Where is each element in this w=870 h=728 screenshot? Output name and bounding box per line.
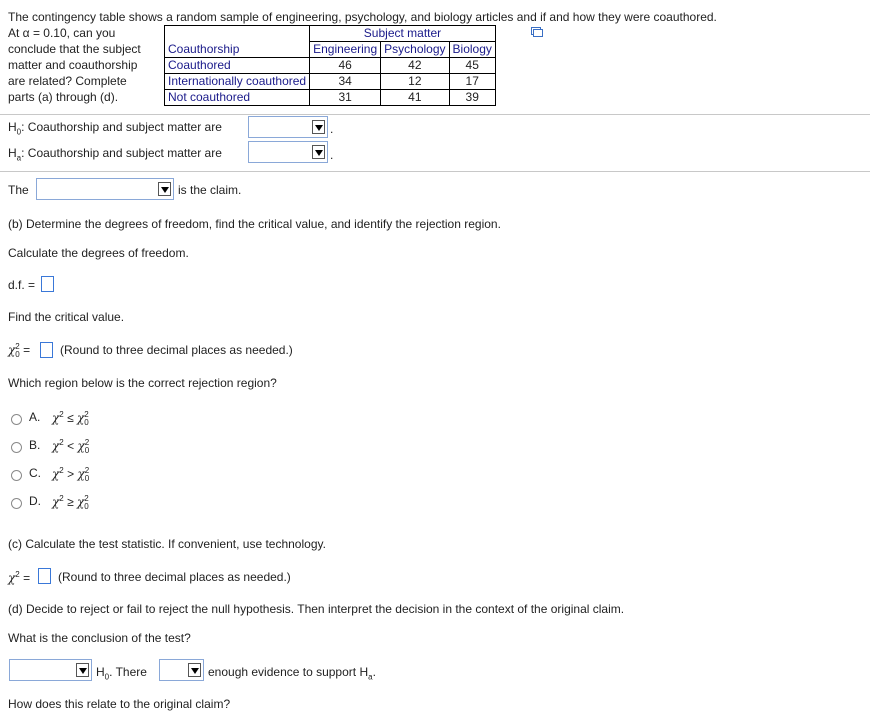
cell: 41 — [381, 90, 449, 106]
option-d-letter: D. — [29, 494, 41, 508]
col-header-psychology: Psychology — [381, 42, 449, 58]
h0-statement: $H_0$: Coauthorship and subject matter are — [8, 120, 222, 137]
claim-the: The — [8, 183, 29, 197]
chevron-down-icon — [312, 145, 325, 159]
option-d-expression[interactable]: $\chi^2 \ge \chi 2$ 0 — [52, 493, 89, 511]
critical-value-input[interactable] — [40, 342, 53, 358]
row-label: Not coauthored — [165, 90, 310, 106]
intro-line-2: At α = 0.10, can you — [8, 26, 116, 40]
relate-question: How does this relate to the original claim? — [8, 697, 231, 711]
option-a-expression[interactable]: $\chi^2 \le \chi 2$ 0 — [52, 409, 89, 427]
h0-dropdown[interactable] — [248, 116, 328, 138]
conclusion-h0-text: $H_0$. There — [96, 665, 147, 682]
option-b-letter: B. — [29, 438, 41, 452]
intro-line-5: are related? Complete — [8, 74, 127, 88]
option-b-radio[interactable] — [11, 442, 22, 453]
col-header-engineering: Engineering — [310, 42, 381, 58]
table-row — [165, 90, 496, 106]
calc-df-prompt: Calculate the degrees of freedom. — [8, 246, 189, 260]
option-c-expression[interactable]: $\chi^2 > \chi 2$ 0 — [52, 465, 90, 483]
part-b-heading: (b) Determine the degrees of freedom, find the critical value, and identify the rejection region. — [8, 217, 501, 231]
find-cv-prompt: Find the critical value. — [8, 310, 125, 324]
option-c-letter: C. — [29, 466, 41, 480]
copy-icon[interactable] — [531, 27, 543, 37]
chevron-down-icon — [312, 120, 325, 134]
cell: 42 — [381, 58, 449, 74]
claim-dropdown[interactable] — [36, 178, 174, 200]
table-row — [165, 58, 496, 74]
test-statistic-label: $\chi^2$ = — [8, 570, 31, 585]
cell: 12 — [381, 74, 449, 90]
ha-statement: $H_a$: Coauthorship and subject matter are — [8, 146, 222, 163]
chevron-down-icon — [158, 182, 171, 196]
period: . — [330, 122, 334, 136]
option-a-radio[interactable] — [11, 414, 22, 425]
option-b-expression[interactable]: $\chi^2 < \chi 2$ 0 — [52, 437, 90, 455]
cell: 17 — [449, 74, 495, 90]
cell: 31 — [310, 90, 381, 106]
cell: 34 — [310, 74, 381, 90]
table-row — [165, 74, 496, 90]
cell: 39 — [449, 90, 495, 106]
intro-line-4: matter and coauthorship — [8, 58, 138, 72]
option-a-letter: A. — [29, 410, 41, 424]
part-d-heading: (d) Decide to reject or fail to reject the null hypothesis. Then interpret the decision in the context of the original claim. — [8, 602, 625, 616]
col-group-header: Subject matter — [310, 26, 496, 42]
cell: 45 — [449, 58, 495, 74]
df-label: d.f. = — [8, 278, 36, 292]
ha-dropdown[interactable] — [248, 141, 328, 163]
divider — [0, 114, 870, 115]
claim-suffix: is the claim. — [178, 183, 242, 197]
option-d-radio[interactable] — [11, 498, 22, 509]
reject-dropdown[interactable] — [9, 659, 92, 681]
df-input[interactable] — [41, 276, 54, 292]
test-statistic-input[interactable] — [38, 568, 51, 584]
intro-line-6: parts (a) through (d). — [8, 90, 119, 104]
divider — [0, 171, 870, 172]
conclusion-question: What is the conclusion of the test? — [8, 631, 191, 645]
contingency-table — [164, 25, 496, 106]
col-header-biology: Biology — [449, 42, 495, 58]
evidence-dropdown[interactable] — [159, 659, 204, 681]
intro-line-1: The contingency table shows a random sample of engineering, psychology, and biology articles and if and how they were coauthored. — [8, 10, 717, 24]
period: . — [330, 148, 334, 162]
chevron-down-icon — [188, 663, 201, 677]
intro-line-3: conclude that the subject — [8, 42, 141, 56]
option-c-radio[interactable] — [11, 470, 22, 481]
critical-value-label: χ2 0 = — [8, 342, 31, 359]
ts-round-note: (Round to three decimal places as needed.) — [58, 570, 291, 584]
chevron-down-icon — [76, 663, 89, 677]
row-label: Internationally coauthored — [165, 74, 310, 90]
part-c-heading: (c) Calculate the test statistic. If convenient, use technology. — [8, 537, 326, 551]
cv-round-note: (Round to three decimal places as needed.) — [60, 343, 293, 357]
region-question: Which region below is the correct rejection region? — [8, 376, 277, 390]
support-text: enough evidence to support $H_a$. — [208, 665, 376, 682]
row-header: Coauthorship — [165, 26, 310, 58]
cell: 46 — [310, 58, 381, 74]
row-label: Coauthored — [165, 58, 310, 74]
